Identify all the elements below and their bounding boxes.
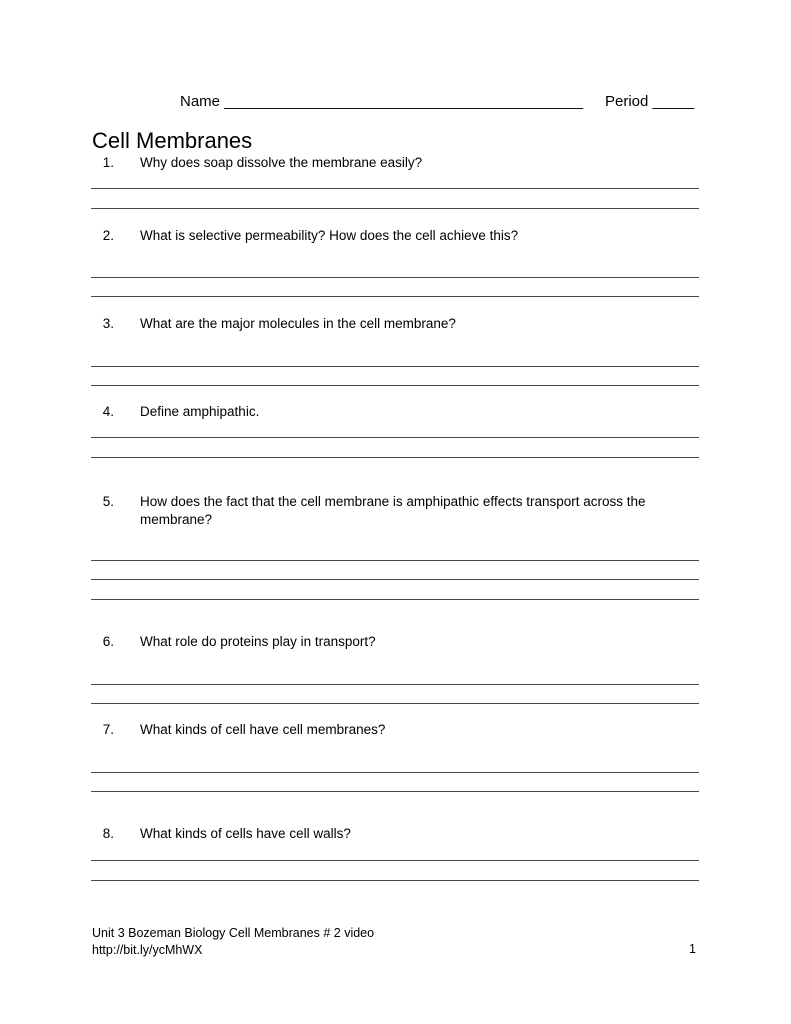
- question-text: What kinds of cells have cell walls?: [140, 826, 351, 841]
- answer-line[interactable]: [91, 188, 699, 189]
- name-field[interactable]: [180, 93, 583, 110]
- page-number: 1: [689, 942, 696, 956]
- question-text: What kinds of cell have cell membranes?: [140, 722, 386, 737]
- answer-line[interactable]: [91, 599, 699, 600]
- answer-line[interactable]: [91, 684, 699, 685]
- answer-line[interactable]: [91, 703, 699, 704]
- answer-line[interactable]: [91, 791, 699, 792]
- name-label: Name: [180, 93, 221, 110]
- answer-line[interactable]: [91, 208, 699, 209]
- question-number: 8.: [102, 826, 114, 841]
- answer-line[interactable]: [91, 880, 699, 881]
- answer-line[interactable]: [91, 437, 699, 438]
- question-number: 3.: [102, 316, 114, 331]
- question-number: 1.: [102, 155, 114, 170]
- answer-line[interactable]: [91, 579, 699, 580]
- answer-line[interactable]: [91, 772, 699, 773]
- question-number: 5.: [102, 494, 114, 509]
- question-text: Define amphipathic.: [140, 404, 260, 419]
- answer-line[interactable]: [91, 860, 699, 861]
- footer-link[interactable]: http://bit.ly/ycMhWX: [92, 943, 203, 957]
- answer-line[interactable]: [91, 385, 699, 386]
- question-number: 6.: [102, 634, 114, 649]
- question-number: 7.: [102, 722, 114, 737]
- period-blank[interactable]: _____: [652, 93, 695, 110]
- answer-line[interactable]: [91, 277, 699, 278]
- question-number: 2.: [102, 228, 114, 243]
- name-blank[interactable]: ___________________________________________: [224, 93, 583, 110]
- period-field[interactable]: [605, 93, 694, 110]
- question-text: What is selective permeability? How does the cell achieve this?: [140, 228, 519, 243]
- footer: [92, 925, 374, 959]
- answer-line[interactable]: [91, 457, 699, 458]
- question-text: How does the fact that the cell membrane is amphipathic effects transport across the membrane?: [140, 494, 646, 527]
- answer-line[interactable]: [91, 560, 699, 561]
- page-title: Cell Membranes: [92, 128, 253, 153]
- question-text: Why does soap dissolve the membrane easily?: [140, 155, 423, 170]
- question-text: What are the major molecules in the cell membrane?: [140, 316, 456, 331]
- question-number: 4.: [102, 404, 114, 419]
- period-label: Period: [605, 93, 649, 110]
- answer-line[interactable]: [91, 366, 699, 367]
- answer-line[interactable]: [91, 296, 699, 297]
- question-text: What role do proteins play in transport?: [140, 634, 376, 649]
- footer-source: Unit 3 Bozeman Biology Cell Membranes # 2 video: [92, 926, 375, 940]
